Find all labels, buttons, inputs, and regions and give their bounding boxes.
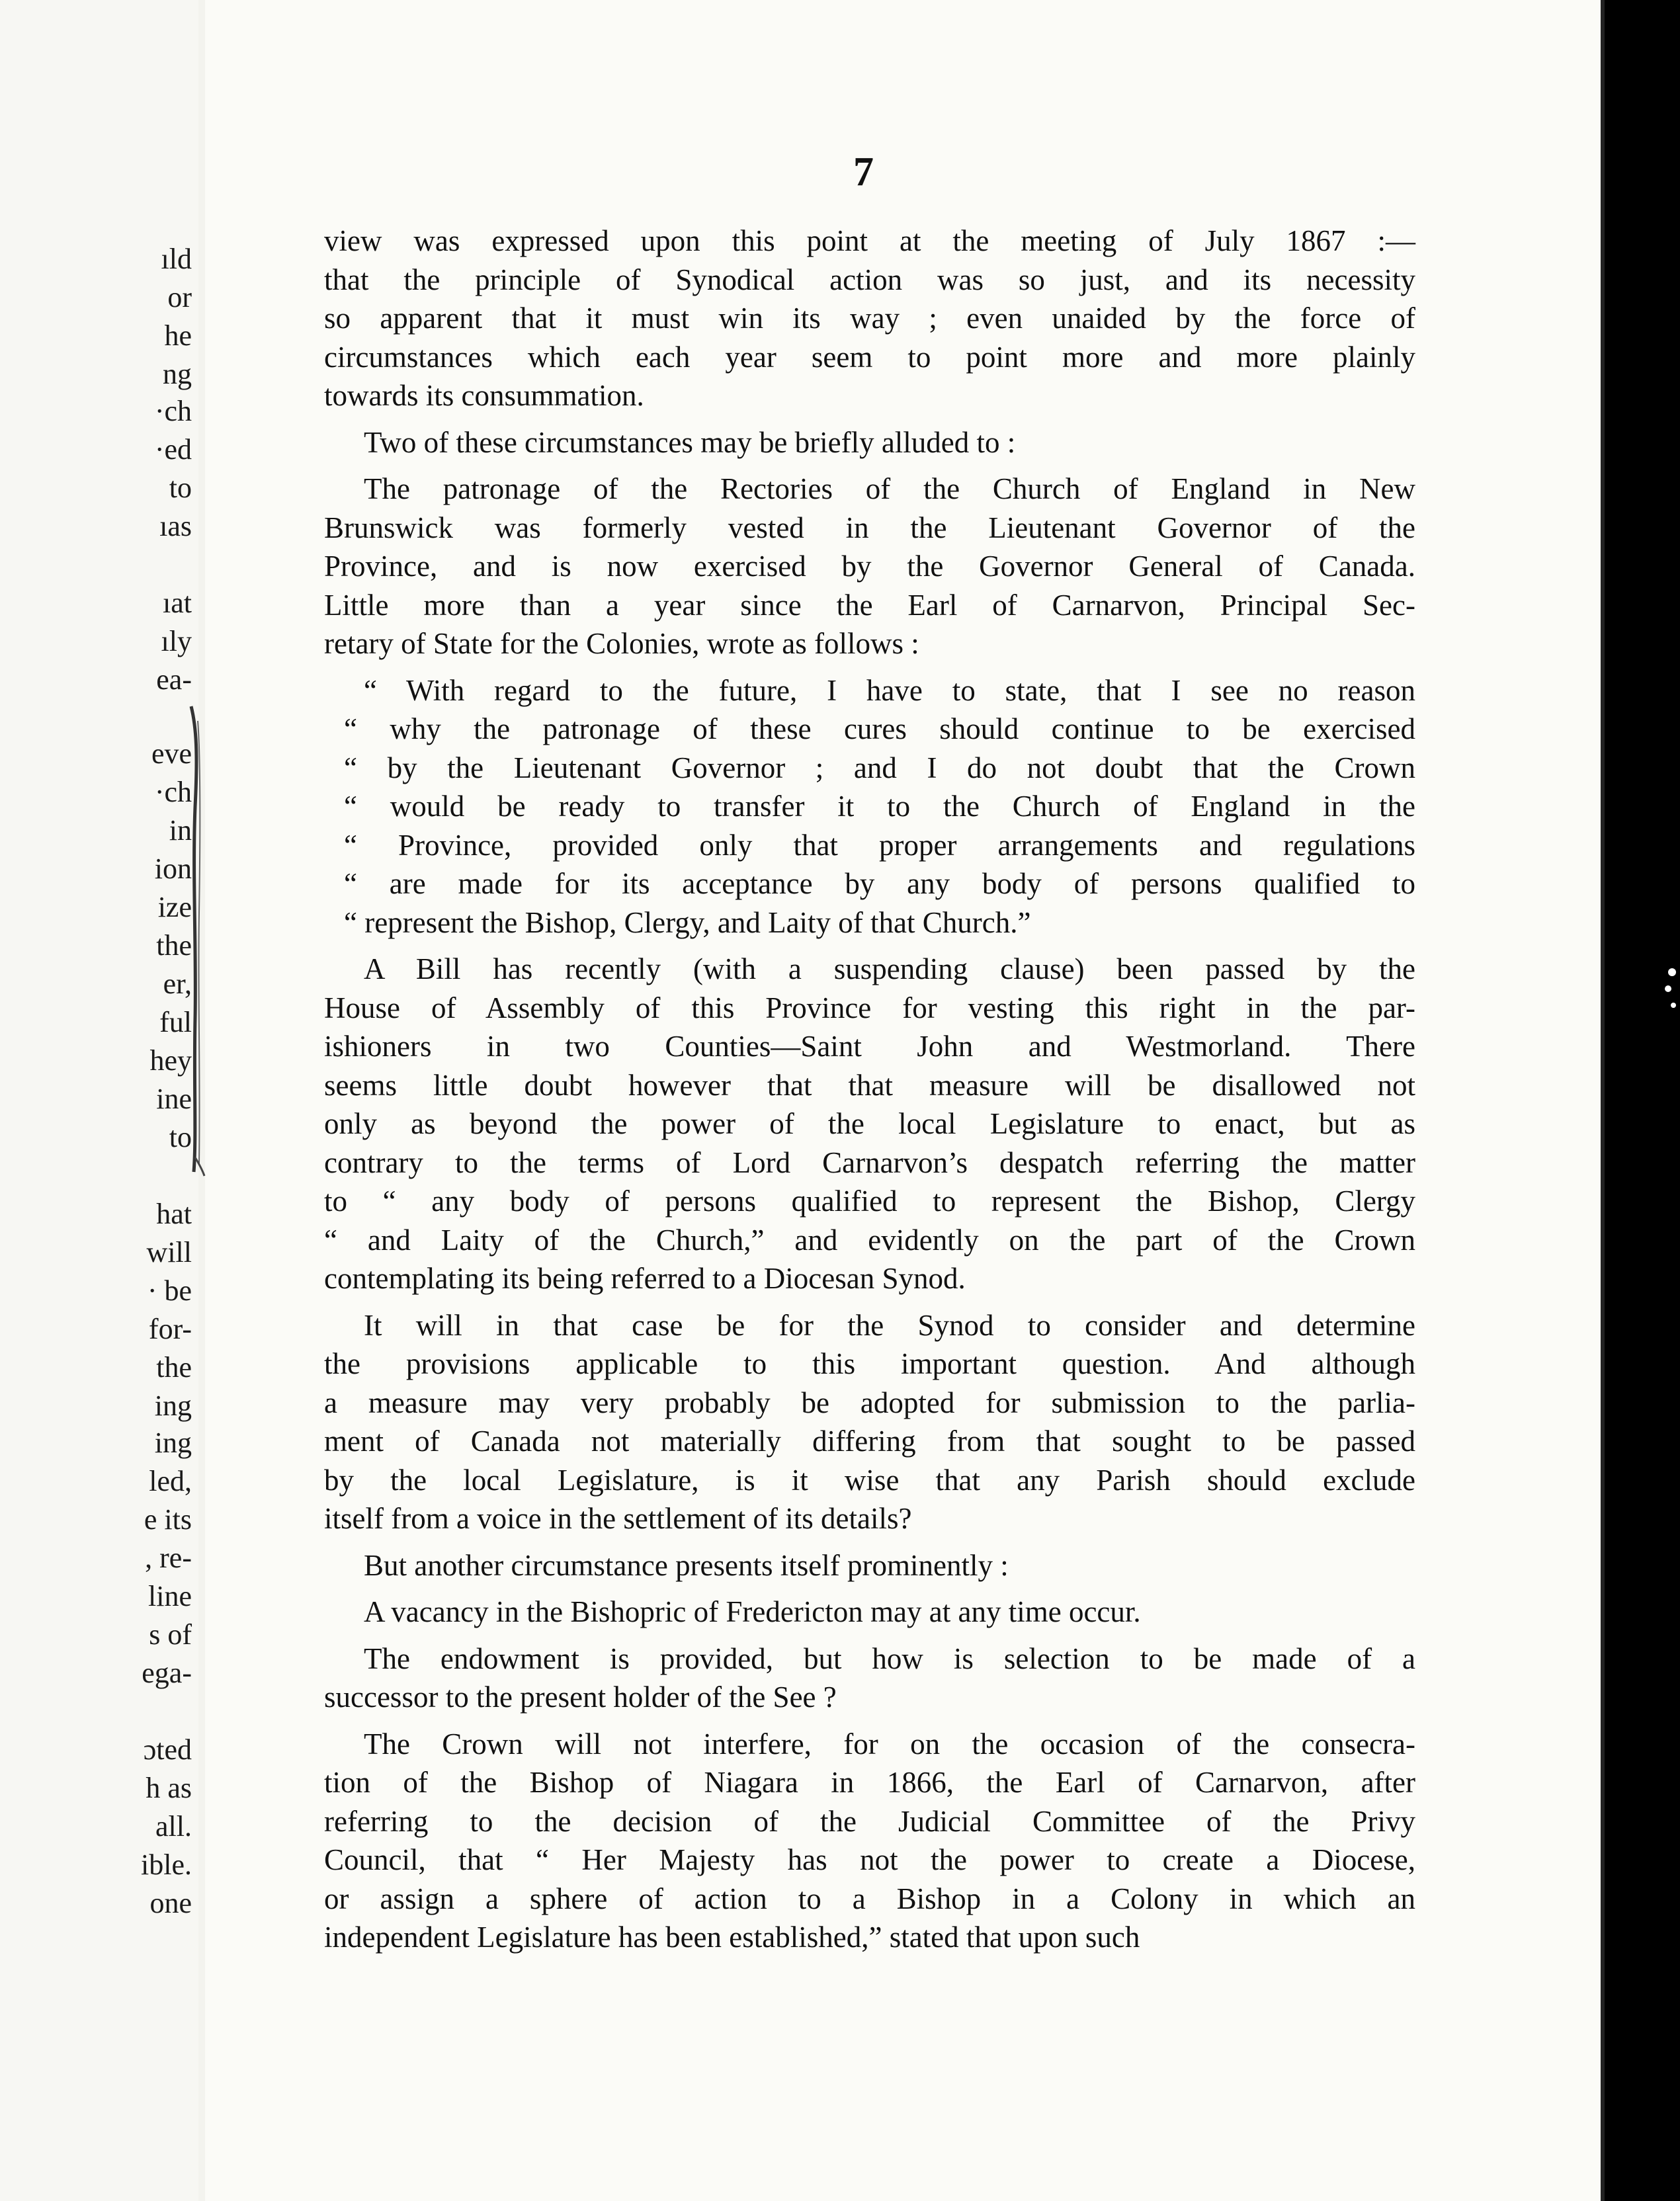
facing-page-fragment: ıas: [159, 510, 192, 542]
facing-page-fragment: hey: [149, 1044, 192, 1077]
text-line: view was expressed upon this point at the meeting of July 1867 :—: [324, 224, 1415, 257]
facing-page-fragment: ine: [156, 1083, 192, 1115]
text-line: referring to the decision of the Judicial Committee of the Privy: [324, 1804, 1415, 1838]
text-line: “ are made for its acceptance by any body of persons qualified to: [344, 867, 1415, 900]
facing-page-fragment: ·ch: [154, 776, 192, 808]
paragraph: [324, 1593, 1415, 1632]
text-line: by the local Legislature, is it wise that any Parish should exclude: [324, 1463, 1415, 1497]
text-line: successor to the present holder of the See ?: [324, 1681, 837, 1714]
text-line: A Bill has recently (with a suspending clause) been passed by the: [364, 952, 1415, 985]
facing-page-fragment: in: [169, 814, 192, 847]
facing-page-fragment: line: [148, 1580, 192, 1612]
facing-page-fragment: all.: [155, 1810, 192, 1843]
text-line: “ by the Lieutenant Governor ; and I do not doubt that the Crown: [344, 751, 1415, 784]
facing-page-fragment: ful: [159, 1006, 192, 1038]
facing-page-fragment: he: [164, 319, 192, 352]
facing-page-fragment: eve: [151, 737, 192, 770]
facing-page-fragment: the: [156, 1351, 192, 1384]
facing-page-fragment: to: [169, 472, 192, 504]
facing-page-fragment: or: [167, 281, 192, 313]
text-line: towards its consummation.: [324, 379, 644, 412]
facing-page-fragment: hat: [156, 1198, 192, 1230]
facing-page-fragment: ·ed: [154, 433, 192, 466]
facing-page-fragment: ega-: [142, 1657, 192, 1689]
paragraph: [324, 423, 1415, 462]
text-line: “ would be ready to transfer it to the Church of England in the: [344, 790, 1415, 823]
text-line: The patronage of the Rectories of the Church of England in New: [364, 472, 1415, 505]
text-line: to “ any body of persons qualified to represent the Bishop, Clergy: [324, 1184, 1415, 1218]
facing-page-fragment: one: [149, 1887, 192, 1919]
text-line: The endowment is provided, but how is selection to be made of a: [364, 1641, 1415, 1675]
text-line: “ represent the Bishop, Clergy, and Laity of that Church.”: [344, 905, 1031, 939]
body-text: [324, 222, 1415, 1965]
text-line: itself from a voice in the settlement of its details?: [324, 1502, 912, 1535]
facing-page-fragment: for-: [148, 1313, 192, 1345]
text-line: contemplating its being referred to a Diocesan Synod.: [324, 1262, 966, 1295]
text-line: A vacancy in the Bishopric of Fredericton may at any time occur.: [364, 1595, 1141, 1628]
facing-page-fragment: s of: [149, 1618, 192, 1651]
facing-page-fragment: ing: [154, 1390, 192, 1422]
text-line: ment of Canada not materially differing from that sought to be passed: [324, 1425, 1415, 1458]
text-line: only as beyond the power of the local Legislature to enact, but as: [324, 1107, 1415, 1140]
paragraph: [324, 950, 1415, 1298]
text-line: “ Province, provided only that proper arrangements and regulations: [344, 828, 1415, 862]
facing-page-fragment: · be: [147, 1274, 192, 1307]
facing-page-fragment: ıld: [161, 243, 192, 275]
text-line: independent Legislature has been established,” stated that upon such: [324, 1921, 1140, 1954]
paragraph: [324, 1640, 1415, 1717]
text-line: tion of the Bishop of Niagara in 1866, the Earl of Carnarvon, after: [324, 1766, 1415, 1799]
facing-page-fragment: ·ch: [154, 395, 192, 427]
text-line: that the principle of Synodical action was so just, and its necessity: [324, 263, 1415, 296]
page-number: 7: [853, 149, 875, 194]
text-line: But another circumstance presents itself prominently :: [364, 1548, 1009, 1582]
text-line: “ With regard to the future, I have to state, that I see no reason: [364, 673, 1415, 707]
text-line: Council, that “ Her Majesty has not the power to create a Diocese,: [324, 1843, 1415, 1876]
facing-page-fragment: to: [169, 1121, 192, 1153]
paragraph: [324, 470, 1415, 663]
page-edge-speck-icon: [1660, 952, 1680, 1032]
text-line: circumstances which each year seem to point more and more plainly: [324, 340, 1415, 374]
text-line: Two of these circumstances may be briefly alluded to :: [364, 425, 1016, 459]
text-line: The Crown will not interfere, for on the occasion of the consecra-: [364, 1727, 1415, 1761]
text-line: “ why the patronage of these cures should continue to be exercised: [344, 712, 1415, 745]
text-line: Brunswick was formerly vested in the Lieutenant Governor of the: [324, 511, 1415, 544]
facing-page-fragment: led,: [149, 1465, 192, 1497]
text-line: retary of State for the Colonies, wrote as follows :: [324, 627, 919, 660]
facing-page-fragment: ion: [154, 852, 192, 885]
facing-page-edge: [0, 0, 198, 2201]
facing-page-fragment: ea-: [156, 663, 192, 696]
facing-page-fragment: ize: [157, 891, 192, 923]
facing-page-fragment: ɔted: [143, 1733, 192, 1766]
facing-page-fragment: will: [146, 1236, 192, 1268]
facing-page-fragment: , re-: [145, 1542, 192, 1574]
text-line: Province, and is now exercised by the Governor General of Canada.: [324, 550, 1415, 583]
text-line: or assign a sphere of action to a Bishop in a Colony in which an: [324, 1882, 1415, 1915]
facing-page-fragment: ible.: [141, 1848, 192, 1881]
facing-page-fragment: ing: [154, 1427, 192, 1459]
facing-page-fragment: er,: [163, 968, 192, 1000]
paragraph: [324, 671, 1415, 942]
text-line: “ and Laity of the Church,” and evidently on the part of the Crown: [324, 1223, 1415, 1257]
binding-thread-icon: [182, 701, 206, 1177]
paragraph: [324, 1725, 1415, 1957]
facing-page-fragment: ıly: [161, 625, 192, 657]
text-line: seems little doubt however that that measure will be disallowed not: [324, 1068, 1415, 1102]
facing-page-fragment: ng: [163, 358, 192, 390]
facing-page-fragment: ıat: [163, 587, 192, 619]
paragraph: [324, 222, 1415, 415]
text-line: contrary to the terms of Lord Carnarvon’s despatch referring the matter: [324, 1145, 1415, 1179]
text-line: a measure may very probably be adopted for submission to the parlia-: [324, 1386, 1415, 1419]
facing-page-fragment: the: [156, 929, 192, 962]
text-line: ishioners in two Counties—Saint John and Westmorland. There: [324, 1030, 1415, 1063]
text-line: the provisions applicable to this important question. And although: [324, 1347, 1415, 1380]
text-line: Little more than a year since the Earl of Carnarvon, Principal Sec-: [324, 588, 1415, 622]
facing-page-fragment: h as: [146, 1772, 192, 1804]
paragraph: [324, 1306, 1415, 1538]
paragraph: [324, 1546, 1415, 1585]
text-line: House of Assembly of this Province for vesting this right in the par-: [324, 991, 1415, 1024]
facing-page-fragment: e its: [144, 1503, 192, 1536]
text-line: It will in that case be for the Synod to consider and determine: [364, 1308, 1415, 1342]
text-line: so apparent that it must win its way ; even unaided by the force of: [324, 302, 1415, 335]
